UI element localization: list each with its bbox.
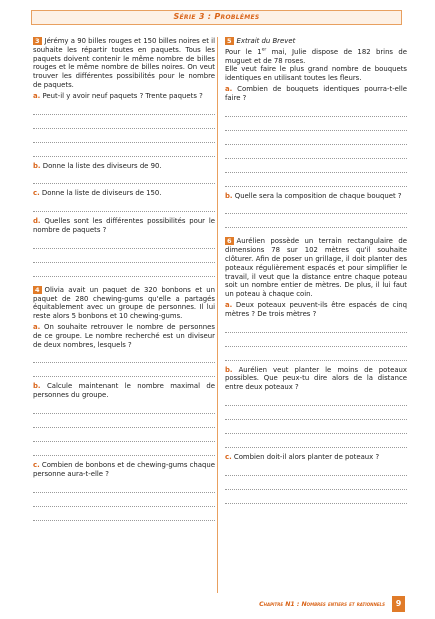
answer-lines-3d[interactable]	[33, 235, 215, 277]
question-4c	[33, 461, 215, 479]
answer-line[interactable]	[225, 173, 407, 187]
exercise-4	[33, 286, 215, 521]
question-label: a.	[225, 300, 233, 309]
question-label: b.	[225, 365, 233, 374]
answer-lines-4b[interactable]	[33, 400, 215, 456]
answer-line[interactable]	[225, 462, 407, 476]
answer-lines-6b[interactable]	[225, 392, 407, 448]
question-6b-text: Aurélien veut planter le moins de poteaux possibles. Que peux-tu dire alors de la distance entre deux poteaux ?	[225, 365, 407, 392]
answer-line[interactable]	[225, 159, 407, 173]
question-3b	[33, 162, 215, 171]
exercise-4-statement	[33, 286, 215, 321]
exercise-4-intro: Olivia avait un paquet de 320 bonbons et un paquet de 280 chewing-gums qu'elle a partagés équitablement avec un groupe de personnes. Il lui reste alors 5 bonbons et 10 chewing-gums.	[33, 285, 215, 321]
question-label: b.	[33, 161, 41, 170]
answer-lines-4c[interactable]	[33, 479, 215, 521]
answer-line[interactable]	[33, 493, 215, 507]
answer-lines-3b[interactable]	[33, 170, 215, 184]
question-label: a.	[225, 84, 233, 93]
question-3d-text: Quelles sont les différentes possibilités pour le nombre de paquets ?	[33, 217, 215, 234]
exercise-5-source: Extrait du Brevet	[236, 37, 296, 45]
answer-line[interactable]	[225, 333, 407, 347]
exercise-5-intro-2: Elle veut faire le plus grand nombre de bouquets identiques en utilisant toutes les fleurs.	[225, 65, 407, 83]
question-4a-text: On souhaite retrouver le nombre de personnes de ce groupe. Le nombre recherché est un diviseur de deux nombres, lesquels ?	[33, 322, 215, 349]
question-3b-text: Donne la liste des diviseurs de 90.	[42, 161, 162, 170]
question-4a	[33, 323, 215, 349]
exercise-number-badge: 5	[227, 37, 232, 45]
series-title: Série 3 : Problèmes	[173, 12, 260, 21]
intro-sup: er	[261, 47, 267, 53]
intro-part: mai, Julie dispose de 182 brins de muguet et de 78 roses.	[225, 47, 407, 65]
exercise-6	[225, 237, 407, 503]
answer-lines-3a[interactable]	[33, 101, 215, 157]
question-6c-text: Combien doit-il alors planter de poteaux ?	[233, 452, 380, 461]
answer-line[interactable]	[225, 319, 407, 333]
chapter-footer: Chapitre N1 : Nombres entiers et rationnels	[259, 601, 385, 608]
question-label: a.	[33, 91, 41, 100]
question-4c-text: Combien de bonbons et de chewing-gums chaque personne aura-t-elle ?	[33, 460, 215, 478]
question-5b-text: Quelle sera la composition de chaque bouquet ?	[234, 191, 402, 200]
exercise-3-statement	[33, 37, 215, 90]
question-label: b.	[33, 382, 41, 391]
question-4b	[33, 382, 215, 400]
exercise-5-heading	[225, 37, 407, 46]
exercise-6-intro: Aurélien possède un terrain rectangulaire de dimensions 78 sur 102 mètres qu'il souhaite clôturer. Afin de poser un grillage, il doit planter des poteaux régulièrement espacés et pour simplifier le travail, il veut que la distance entre chaque poteau soit un nombre entier de mètres. De plus, il lui faut un poteau à chaque coin.	[225, 237, 407, 299]
exercise-3-intro: Jérémy a 90 billes rouges et 150 billes noires et il souhaite les répartir toutes en paquets. Tous les paquets doivent contenir le même nombre de billes rouges et le même nombre de billes noires. On veut trouver les différentes possibilités pour le nombre de paquets.	[33, 37, 215, 89]
answer-line[interactable]	[33, 363, 215, 377]
answer-line[interactable]	[225, 406, 407, 420]
answer-lines-3c[interactable]	[33, 198, 215, 212]
answer-line[interactable]	[225, 476, 407, 490]
answer-line[interactable]	[33, 170, 215, 184]
question-6a-text: Deux poteaux peuvent-ils être espacés de cinq mètres ? De trois mètres ?	[225, 300, 407, 318]
answer-line[interactable]	[33, 115, 215, 129]
question-5a-text: Combien de bouquets identiques pourra-t-elle faire ?	[225, 84, 407, 102]
exercise-3	[33, 37, 215, 277]
exercise-number-badge: 3	[35, 37, 40, 45]
answer-line[interactable]	[225, 103, 407, 117]
question-6b	[225, 366, 407, 392]
answer-line[interactable]	[33, 349, 215, 363]
answer-line[interactable]	[33, 507, 215, 521]
question-3a-text: Peut-il y avoir neuf paquets ? Trente paquets ?	[42, 91, 203, 100]
answer-line[interactable]	[225, 420, 407, 434]
exercise-number-badge: 4	[35, 285, 40, 294]
left-column	[33, 37, 215, 521]
answer-line[interactable]	[33, 414, 215, 428]
answer-line[interactable]	[33, 442, 215, 456]
question-4b-text: Calcule maintenant le nombre maximal de personnes du groupe.	[33, 382, 215, 400]
answer-line[interactable]	[33, 143, 215, 157]
answer-lines-5a[interactable]	[225, 103, 407, 187]
question-6a	[225, 301, 407, 319]
question-label: a.	[33, 322, 41, 331]
question-label: b.	[225, 191, 233, 200]
answer-line[interactable]	[225, 214, 407, 228]
question-3d	[33, 217, 215, 235]
answer-line[interactable]	[225, 347, 407, 361]
answer-line[interactable]	[33, 235, 215, 249]
answer-line[interactable]	[225, 145, 407, 159]
page-number: 9	[392, 596, 405, 612]
question-label: c.	[225, 452, 232, 461]
question-3c	[33, 189, 215, 198]
answer-line[interactable]	[33, 101, 215, 115]
column-divider	[217, 37, 218, 593]
answer-lines-5b[interactable]	[225, 200, 407, 228]
right-column	[225, 37, 407, 504]
question-label: d.	[33, 217, 41, 226]
answer-lines-4a[interactable]	[33, 349, 215, 377]
answer-line[interactable]	[225, 434, 407, 448]
exercise-5-intro	[225, 48, 407, 66]
answer-line[interactable]	[33, 428, 215, 442]
answer-line[interactable]	[33, 479, 215, 493]
series-header	[31, 10, 402, 25]
question-label: c.	[33, 460, 40, 469]
exercise-5	[225, 37, 407, 228]
answer-line[interactable]	[225, 117, 407, 131]
answer-line[interactable]	[225, 131, 407, 145]
exercise-6-statement	[225, 237, 407, 299]
answer-lines-6a[interactable]	[225, 319, 407, 361]
question-label: c.	[33, 189, 40, 198]
question-3a	[33, 92, 215, 101]
answer-line[interactable]	[225, 490, 407, 504]
answer-line[interactable]	[33, 400, 215, 414]
question-3c-text: Donne la liste de diviseurs de 150.	[41, 189, 162, 198]
exercise-number-badge: 6	[227, 237, 232, 246]
intro-part: Pour le 1	[225, 47, 262, 56]
answer-line[interactable]	[33, 198, 215, 212]
question-5b	[225, 192, 407, 201]
answer-line[interactable]	[33, 129, 215, 143]
answer-lines-6c[interactable]	[225, 462, 407, 504]
answer-line[interactable]	[225, 200, 407, 214]
answer-line[interactable]	[225, 392, 407, 406]
answer-line[interactable]	[33, 249, 215, 263]
question-5a	[225, 85, 407, 103]
question-6c	[225, 453, 407, 462]
answer-line[interactable]	[33, 263, 215, 277]
